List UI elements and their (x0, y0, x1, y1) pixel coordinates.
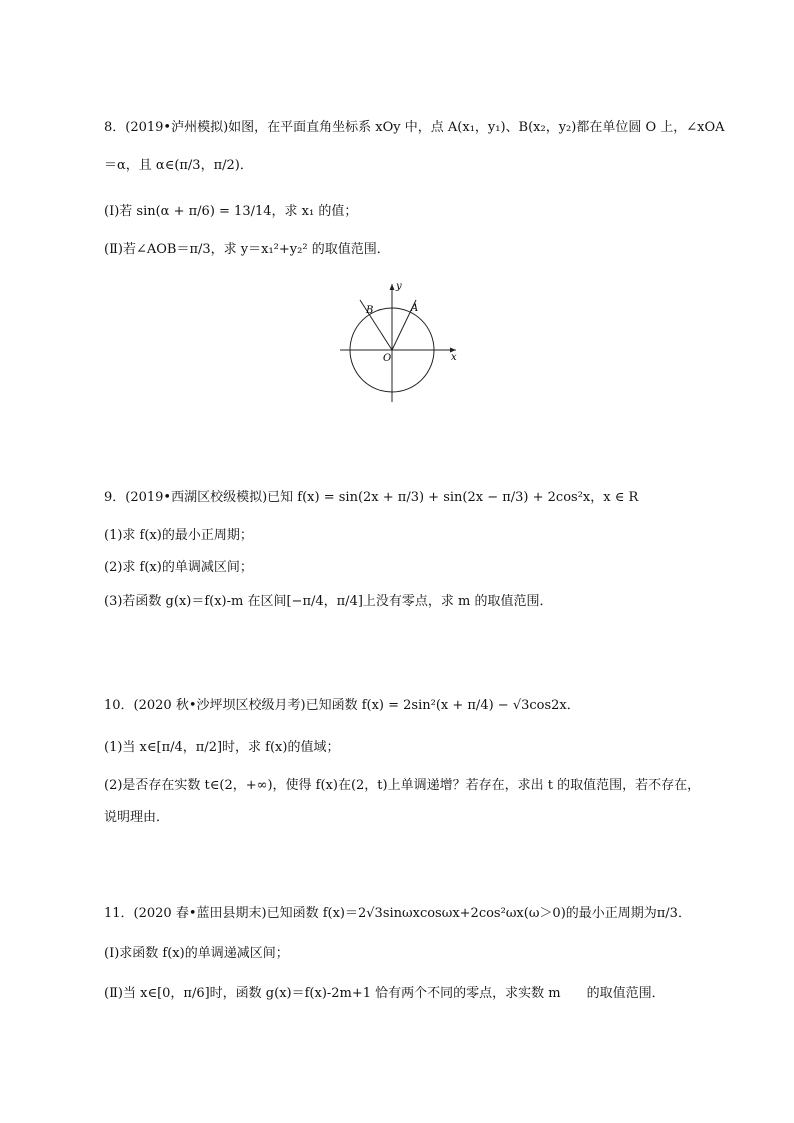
q10-part2-line2: 说明理由． (104, 810, 170, 825)
q10-stem: 10．(2020 秋•沙坪坝区校级月考)已知函数 f(x) = 2sin²(x + π/4) − √3cos2x． (104, 698, 580, 713)
ray-ob (360, 300, 392, 350)
q11-part2: (Ⅱ)当 x∈[0，π/6]时，函数 g(x)＝f(x)-2m+1 恰有两个不同的零点，求实数 m 的取值范围． (104, 986, 665, 1001)
q11-part1: (Ⅰ)求函数 f(x)的单调递减区间； (104, 946, 289, 961)
q8-stem-line2: ＝α，且 α∈(π/3，π/2)． (104, 158, 253, 173)
q8-stem-line1: 8．(2019•泸州模拟)如图，在平面直角坐标系 xOy 中，点 A(x₁，y₁)、B(x₂，y₂)都在单位圆 O 上，∠xOA (104, 120, 725, 135)
q9-part1: (1)求 f(x)的最小正周期； (104, 528, 253, 543)
q11-stem: 11．(2020 春•蓝田县期末)已知函数 f(x)＝2√3sinωxcosωx+2cos²ωx(ω＞0)的最小正周期为π/3． (104, 906, 691, 921)
q9-stem: 9．(2019•西湖区校级模拟)已知 f(x) = sin(2x + π/3) + sin(2x − π/3) + 2cos²x，x ∈ R (104, 490, 639, 505)
q10-part2-line1: (2)是否存在实数 t∈(2，+∞)，使得 f(x)在(2，t)上单调递增？若存在，求出 t 的取值范围，若不存在， (104, 778, 701, 793)
label-o: O (383, 353, 392, 364)
label-x: x (451, 352, 457, 363)
q9-part3: (3)若函数 g(x)＝f(x)-m 在区间[−π/4，π/4]上没有零点，求 m 的取值范围． (104, 594, 553, 609)
y-axis-arrow (390, 284, 395, 290)
unit-circle-figure (336, 278, 464, 406)
q8-part2: (Ⅱ)若∠AOB＝π/3，求 y＝x₁²+y₂² 的取值范围． (104, 242, 390, 257)
label-a: A (411, 303, 419, 314)
q10-part1: (1)当 x∈[π/4，π/2]时，求 f(x)的值域； (104, 740, 340, 755)
label-y: y (396, 281, 402, 292)
q8-part1: (Ⅰ)若 sin(α + π/6) = 13/14，求 x₁ 的值； (104, 204, 358, 219)
q9-part2: (2)求 f(x)的单调减区间； (104, 560, 253, 575)
label-b: B (366, 305, 374, 316)
